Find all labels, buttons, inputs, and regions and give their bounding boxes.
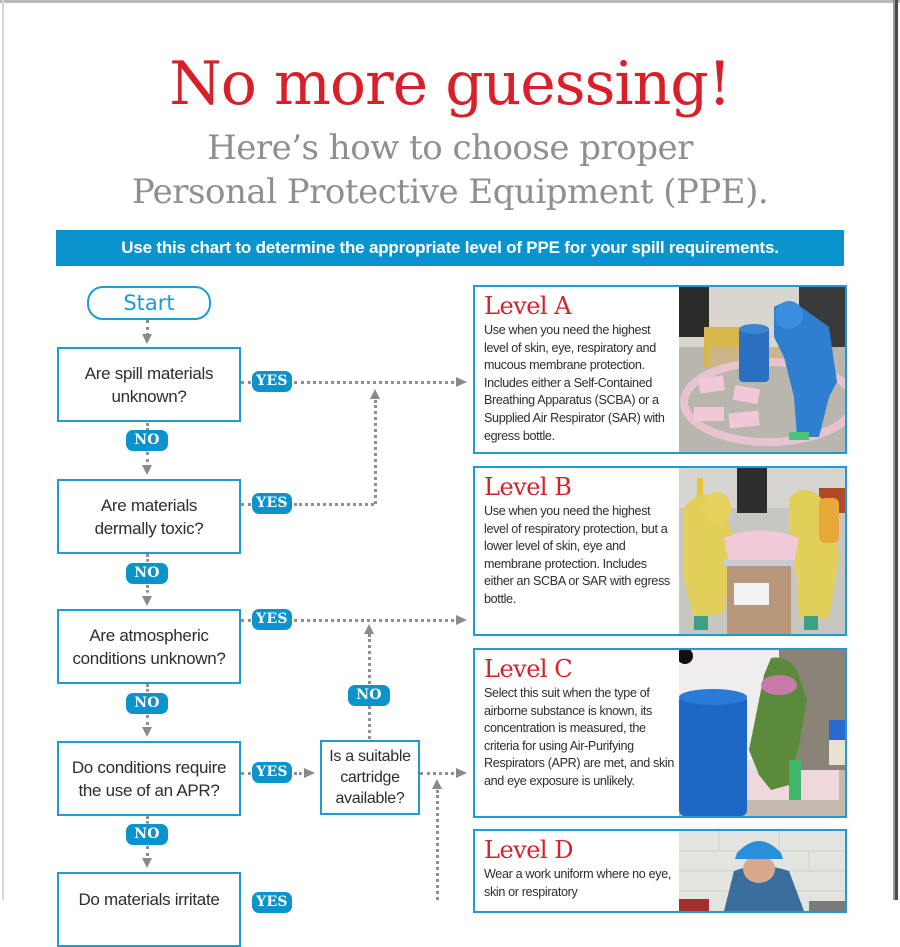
no-badge: NO — [348, 685, 390, 706]
connector — [241, 381, 251, 384]
question-conditions-require-apr — [57, 741, 241, 816]
question-materials-dermally-toxic — [57, 479, 241, 554]
connector — [146, 816, 149, 824]
connector — [294, 619, 454, 622]
connector — [420, 772, 454, 775]
connector — [146, 554, 149, 562]
question-spill-materials-unknown — [57, 347, 241, 422]
arrow-up-icon — [370, 389, 380, 399]
no-badge: NO — [126, 824, 168, 845]
level-b-card — [473, 466, 847, 636]
level-d-photo — [679, 831, 845, 911]
level-c-description: Select this suit when the type of airborne substance is known, its concentration is measured, the criteria for using Air-Purifying Respirators (APR) are met, and skin and eye exposure is unlikely. — [484, 686, 675, 788]
level-b-description: Use when you need the highest level of respiratory protection, but a lower level of skin, eye and membrane protection. Includes either an SCBA or SAR with egress bottle. — [484, 504, 670, 606]
arrow-down-icon — [142, 334, 152, 344]
level-d-description: Wear a work uniform where no eye, skin or respiratory — [484, 867, 672, 899]
connector — [146, 585, 149, 593]
level-c-photo — [679, 650, 845, 816]
connector — [241, 503, 251, 506]
level-a-title: Level A — [484, 292, 572, 320]
level-b-photo — [679, 468, 845, 634]
yes-badge: YES — [252, 609, 292, 630]
level-a-photo — [679, 287, 845, 452]
yes-badge: YES — [252, 762, 292, 783]
start-node: Start — [87, 286, 211, 320]
page-title: No more guessing! — [169, 49, 731, 119]
connector — [241, 772, 251, 775]
page-frame-top — [0, 0, 900, 3]
level-d-title: Level D — [484, 836, 573, 864]
yes-badge: YES — [252, 493, 292, 514]
connector — [294, 381, 454, 384]
level-a-description: Use when you need the highest level of skin, eye, respiratory and mucous membrane protection. Includes either a Self-Contained Breathing Apparatus (SCBA) or a Supplied Air Respirator (SAR) with egress bottle. — [484, 323, 665, 443]
arrow-right-icon — [456, 615, 467, 625]
question-text: unknown? — [111, 386, 187, 406]
arrow-down-icon — [142, 465, 152, 475]
connector — [368, 634, 371, 684]
arrow-right-icon — [456, 377, 467, 387]
question-text: Are materials — [100, 495, 198, 515]
question-text: Is a suitable — [329, 748, 411, 765]
no-badge: NO — [126, 430, 168, 451]
question-text: Are atmospheric — [89, 625, 209, 645]
instruction-banner: Use this chart to determine the appropriate level of PPE for your spill requirements. — [56, 230, 844, 266]
arrow-down-icon — [142, 727, 152, 737]
connector — [146, 684, 149, 692]
connector — [146, 452, 149, 462]
question-text: cartridge — [340, 769, 400, 786]
question-text: Are spill materials — [84, 363, 214, 383]
level-d-card — [473, 829, 847, 913]
arrow-down-icon — [142, 596, 152, 606]
level-c-card — [473, 648, 847, 818]
connector — [241, 619, 251, 622]
arrow-up-icon — [432, 779, 442, 789]
question-materials-irritate — [57, 872, 241, 947]
connector — [146, 715, 149, 725]
question-atmospheric-conditions-unknown — [57, 609, 241, 684]
arrow-right-icon — [304, 768, 315, 778]
question-text: Do conditions require — [71, 757, 227, 777]
arrow-down-icon — [142, 858, 152, 868]
connector — [146, 846, 149, 856]
question-suitable-cartridge — [320, 740, 420, 815]
connector — [374, 400, 377, 504]
yes-badge: YES — [252, 371, 292, 392]
arrow-right-icon — [456, 768, 467, 778]
question-text: the use of an APR? — [78, 780, 220, 800]
level-b-title: Level B — [484, 473, 572, 501]
connector — [294, 503, 374, 506]
subtitle-line-1: Here’s how to choose proper — [207, 128, 693, 168]
level-a-card — [473, 285, 847, 454]
question-text: Do materials irritate — [78, 890, 220, 909]
connector — [436, 790, 439, 900]
question-text: dermally toxic? — [94, 518, 204, 538]
no-badge: NO — [126, 693, 168, 714]
arrow-up-icon — [364, 624, 374, 634]
yes-badge: YES — [252, 892, 292, 913]
subtitle-line-2: Personal Protective Equipment (PPE). — [131, 172, 769, 212]
question-text: available? — [335, 790, 405, 807]
connector — [294, 772, 302, 775]
level-c-title: Level C — [484, 655, 573, 683]
connector — [368, 706, 371, 739]
question-text: conditions unknown? — [72, 648, 226, 668]
no-badge: NO — [126, 563, 168, 584]
